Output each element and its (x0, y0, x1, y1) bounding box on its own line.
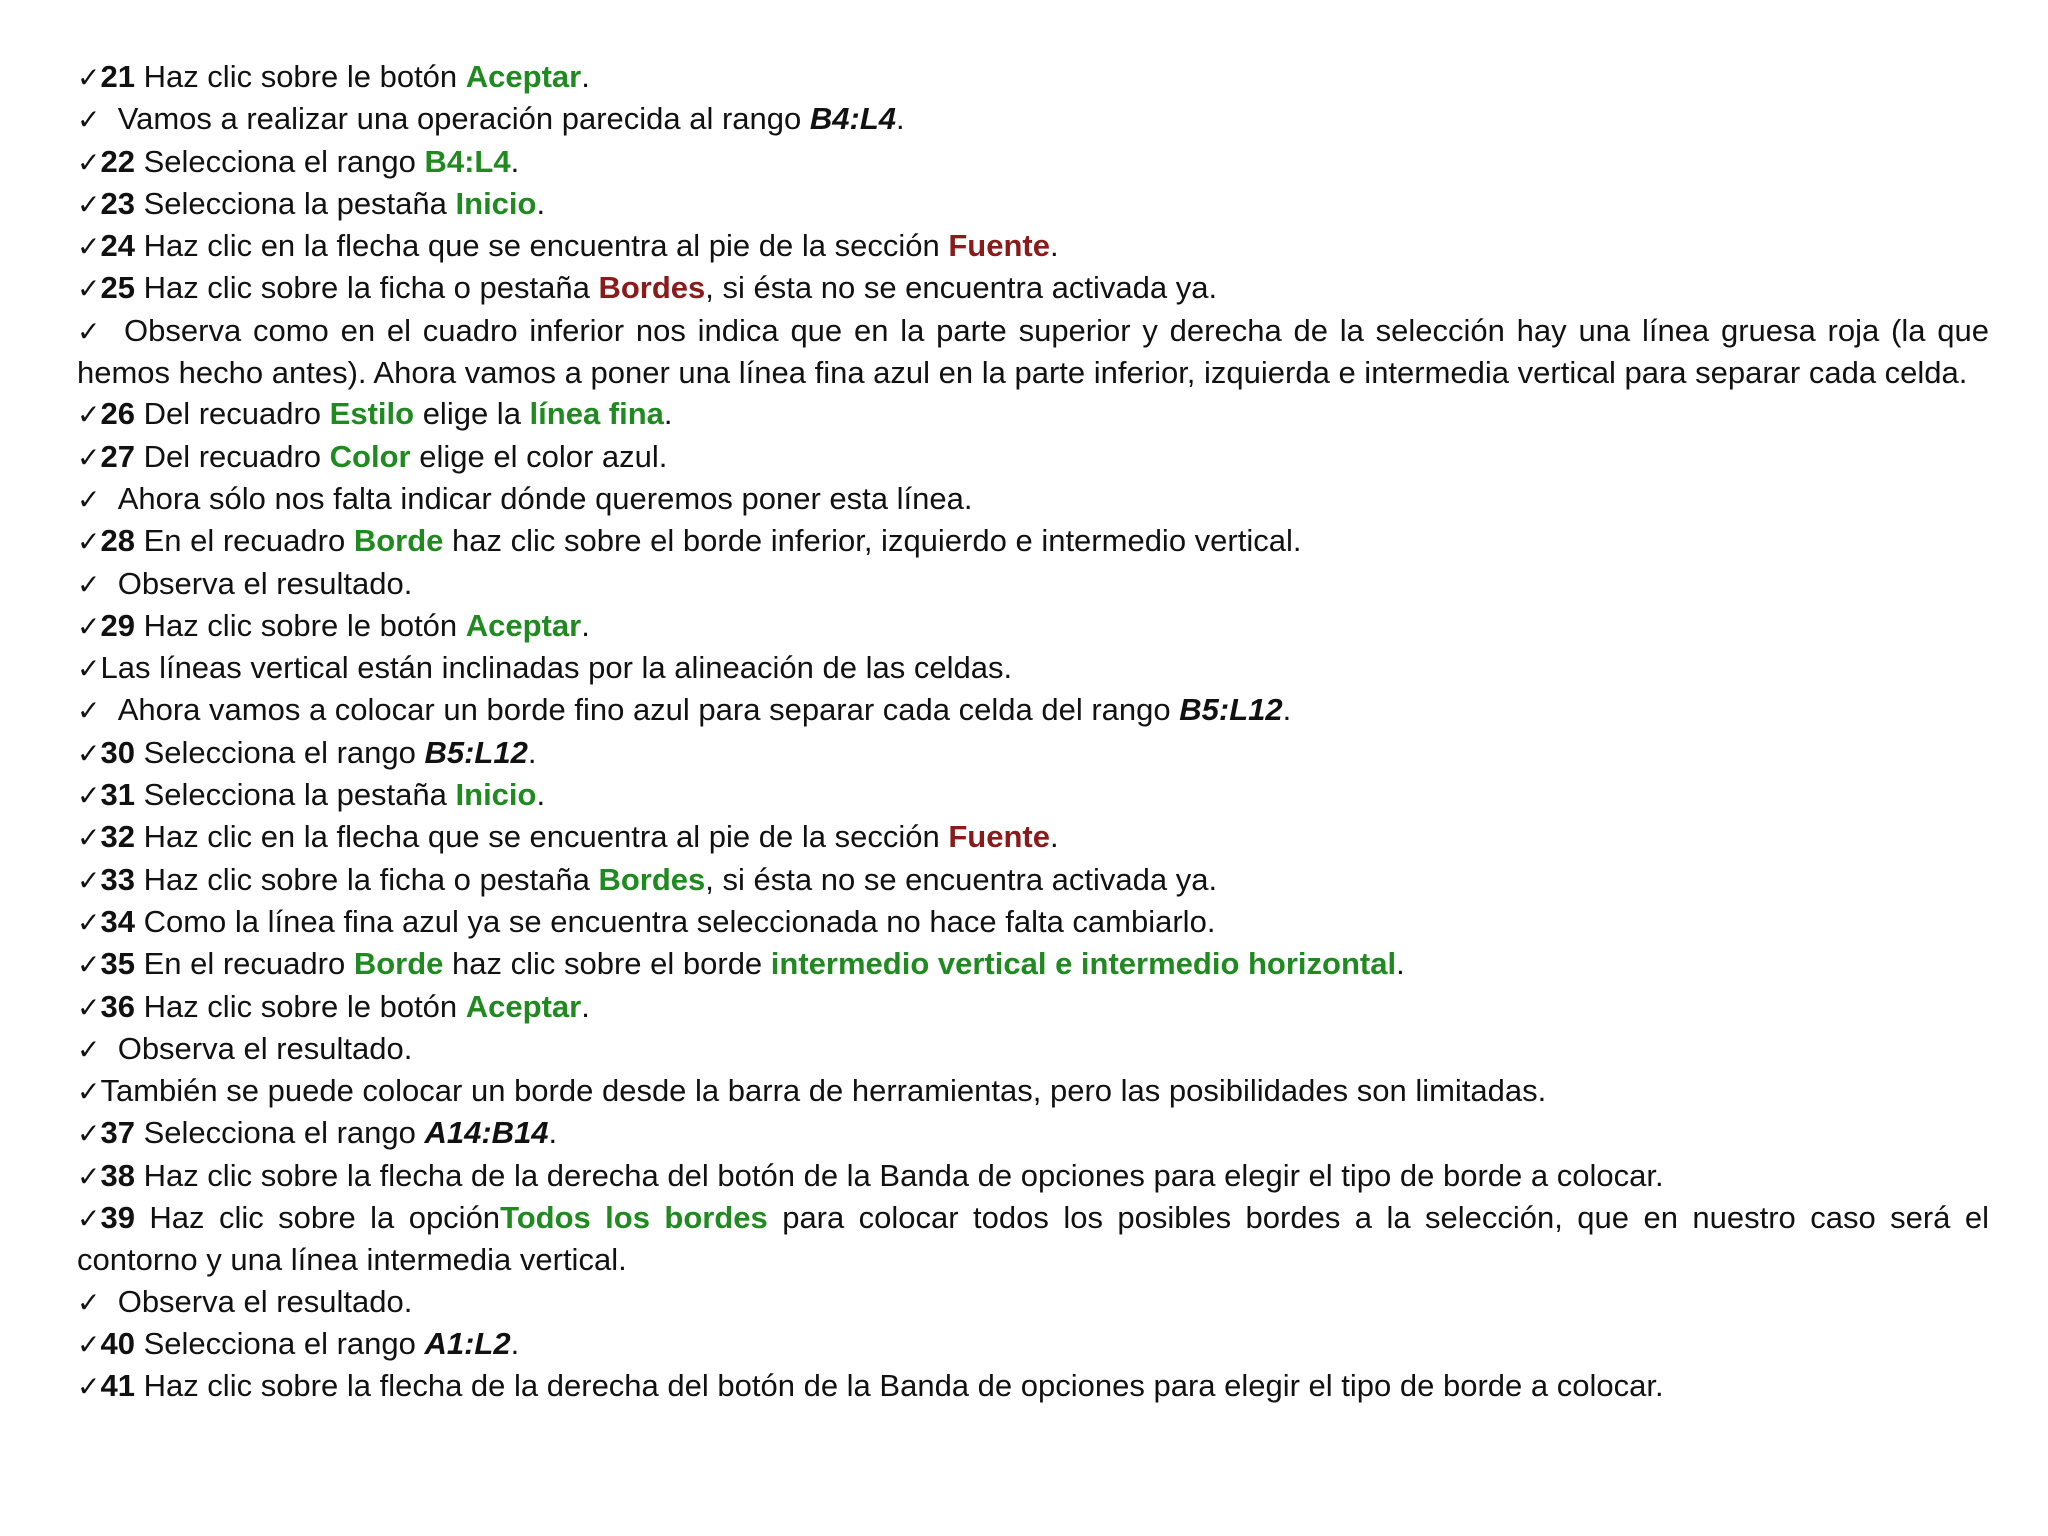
instruction-line (77, 647, 1989, 689)
range-ref: A1:L2 (424, 1325, 511, 1361)
instruction-text: Selecciona la pestaña (134, 185, 456, 221)
keyword-green: Aceptar (465, 988, 582, 1024)
instruction-text: Haz clic sobre la flecha de la derecha del botón de la Banda de opciones para elegir el tipo de borde a colocar. (134, 1368, 1664, 1404)
step-number: 26 (100, 396, 135, 432)
step-number: 35 (100, 946, 135, 982)
step-number: 23 (100, 185, 135, 221)
instruction-text: . (581, 607, 590, 643)
step-number: 28 (100, 523, 135, 559)
instruction-line (77, 859, 1989, 901)
step-number: 24 (100, 228, 135, 264)
instruction-line (77, 605, 1989, 647)
instruction-text: . (581, 59, 590, 94)
check-mark-icon: ✓ (77, 482, 101, 516)
instruction-text: Haz clic sobre le botón (134, 59, 466, 94)
instruction-text: Observa el resultado. (117, 565, 413, 601)
instruction-line (77, 563, 1989, 605)
check-mark-icon: ✓ (77, 990, 101, 1024)
instruction-list (77, 56, 1989, 1408)
instruction-text: Como la línea fina azul ya se encuentra seleccionada no hace falta cambiarlo. (134, 903, 1216, 939)
instruction-text: Haz clic sobre le botón (134, 988, 466, 1024)
instruction-text: . (1282, 692, 1292, 728)
spacer (100, 692, 117, 727)
check-mark-icon: ✓ (77, 1075, 101, 1109)
check-mark-icon: ✓ (77, 1202, 101, 1236)
keyword-red: Bordes (598, 270, 706, 306)
instruction-line (77, 986, 1989, 1028)
instruction-line (77, 1281, 1989, 1323)
instruction-text: Selecciona el rango (134, 734, 425, 770)
keyword-green: Borde (353, 523, 444, 559)
instruction-line (77, 183, 1989, 225)
instruction-text: En el recuadro (134, 523, 354, 559)
keyword-red: Fuente (948, 819, 1050, 855)
instruction-text: . (663, 396, 673, 432)
step-number: 25 (100, 270, 135, 306)
instruction-text: Haz clic sobre la flecha de la derecha del botón de la Banda de opciones para elegir el tipo de borde a colocar. (134, 1157, 1664, 1193)
instruction-text: . (536, 777, 546, 813)
step-number: 41 (100, 1368, 135, 1404)
instruction-line (77, 436, 1989, 478)
spacer (100, 481, 117, 516)
instruction-text: Selecciona la pestaña (134, 777, 456, 813)
instruction-text: . (1396, 946, 1405, 982)
instruction-text: Haz clic en la flecha que se encuentra al pie de la sección (134, 228, 949, 264)
check-mark-icon: ✓ (77, 567, 101, 601)
step-number: 31 (100, 777, 135, 813)
range-ref: B4:L4 (809, 101, 897, 137)
instruction-line (77, 141, 1989, 183)
check-mark-icon: ✓ (77, 61, 101, 94)
step-number: 34 (100, 903, 135, 939)
instruction-text: , si ésta no se encuentra activada ya. (705, 861, 1218, 897)
check-mark-icon: ✓ (77, 440, 101, 474)
spacer (100, 101, 117, 136)
range-ref: A14:B14 (424, 1115, 549, 1151)
step-number: 40 (100, 1325, 135, 1361)
check-mark-icon: ✓ (77, 398, 101, 432)
check-mark-icon: ✓ (77, 525, 101, 559)
check-mark-icon: ✓ (77, 145, 101, 179)
check-mark-icon: ✓ (77, 609, 101, 643)
range-ref: B5:L12 (1179, 692, 1283, 728)
instruction-text: Observa el resultado. (117, 1030, 413, 1066)
instruction-text: para colocar todos los posibles bordes a la selección, que en nuestro caso será el contorno y una línea intermedia vertical. (77, 1200, 1989, 1278)
check-mark-icon: ✓ (77, 272, 101, 306)
instruction-text: Haz clic en la flecha que se encuentra al pie de la sección (134, 819, 949, 855)
instruction-text: Ahora vamos a colocar un borde fino azul para separar cada celda del rango (117, 692, 1180, 728)
instruction-line (77, 225, 1989, 267)
keyword-green: Estilo (329, 396, 415, 432)
instruction-line (77, 901, 1989, 943)
instruction-text: Haz clic sobre le botón (134, 607, 466, 643)
instruction-line (77, 1028, 1989, 1070)
step-number: 22 (100, 143, 135, 179)
instruction-text: Selecciona el rango (134, 1325, 425, 1361)
check-mark-icon: ✓ (77, 1032, 101, 1066)
instruction-line (77, 1070, 1989, 1112)
keyword-green: B4:L4 (424, 143, 511, 179)
check-mark-icon: ✓ (77, 652, 101, 686)
check-mark-icon: ✓ (77, 230, 101, 264)
step-number: 29 (100, 607, 135, 643)
step-number: 36 (100, 988, 135, 1024)
instruction-text: Haz clic sobre la ficha o pestaña (134, 270, 599, 306)
keyword-green: Inicio (455, 185, 537, 221)
instruction-text: Del recuadro (134, 438, 330, 474)
check-mark-icon: ✓ (77, 905, 101, 939)
instruction-text: elige la (414, 396, 530, 432)
spacer (100, 1284, 117, 1319)
instruction-text: Haz clic sobre la opción (134, 1200, 501, 1236)
keyword-green: intermedio vertical e intermedio horizontal (770, 946, 1397, 982)
instruction-line (77, 267, 1989, 309)
step-number: 30 (100, 734, 135, 770)
instruction-line (77, 816, 1989, 858)
instruction-text: haz clic sobre el borde (443, 946, 771, 982)
check-mark-icon: ✓ (77, 1327, 101, 1361)
instruction-line (77, 1197, 1989, 1281)
instruction-text: . (536, 185, 546, 221)
instruction-line (77, 1365, 1989, 1407)
instruction-text: Del recuadro (134, 396, 330, 432)
instruction-line (77, 943, 1989, 985)
instruction-text: , si ésta no se encuentra activada ya. (705, 270, 1218, 306)
keyword-green: Aceptar (465, 59, 582, 94)
instruction-text: En el recuadro (134, 946, 354, 982)
keyword-green: Inicio (455, 777, 537, 813)
check-mark-icon: ✓ (77, 736, 101, 770)
check-mark-icon: ✓ (77, 948, 101, 982)
step-number: 32 (100, 819, 135, 855)
check-mark-icon: ✓ (77, 103, 101, 137)
instruction-text: Selecciona el rango (134, 1115, 425, 1151)
instruction-line (77, 520, 1989, 562)
instruction-line (77, 310, 1989, 394)
instruction-text: . (1049, 228, 1059, 264)
instruction-line (77, 689, 1989, 731)
instruction-text: Selecciona el rango (134, 143, 425, 179)
instruction-line (77, 56, 1989, 98)
instruction-text: . (581, 988, 590, 1024)
spacer (100, 313, 124, 348)
instruction-text: elige el color azul. (410, 438, 668, 474)
range-ref: B5:L12 (424, 734, 528, 770)
instruction-text: . (1049, 819, 1059, 855)
keyword-green: línea fina (529, 396, 664, 432)
spacer (100, 566, 117, 601)
instruction-text: . (510, 143, 520, 179)
instruction-line (77, 1155, 1989, 1197)
step-number: 39 (100, 1200, 135, 1236)
keyword-green: Color (329, 438, 411, 474)
keyword-green: Aceptar (465, 607, 582, 643)
instruction-text: Las líneas vertical están inclinadas por la alineación de las celdas. (100, 650, 1013, 686)
instruction-line (77, 393, 1989, 435)
check-mark-icon: ✓ (77, 779, 101, 813)
keyword-green: Todos los bordes (500, 1200, 768, 1236)
instruction-text: Ahora sólo nos falta indicar dónde queremos poner esta línea. (117, 480, 973, 516)
instruction-line (77, 478, 1989, 520)
instruction-text: . (510, 1325, 520, 1361)
instruction-text: . (548, 1115, 558, 1151)
instruction-line (77, 774, 1989, 816)
keyword-green: Bordes (598, 861, 706, 897)
step-number: 37 (100, 1115, 135, 1151)
instruction-text: . (896, 101, 905, 137)
instruction-line (77, 1323, 1989, 1365)
check-mark-icon: ✓ (77, 1117, 101, 1151)
instruction-line (77, 732, 1989, 774)
check-mark-icon: ✓ (77, 694, 101, 728)
check-mark-icon: ✓ (77, 863, 101, 897)
keyword-green: Borde (353, 946, 444, 982)
instruction-text: También se puede colocar un borde desde la barra de herramientas, pero las posibilidades son limitadas. (100, 1073, 1547, 1109)
instruction-text: haz clic sobre el borde inferior, izquierdo e intermedio vertical. (443, 523, 1302, 559)
step-number: 33 (100, 861, 135, 897)
check-mark-icon: ✓ (77, 1285, 101, 1319)
step-number: 38 (100, 1157, 135, 1193)
check-mark-icon: ✓ (77, 1370, 101, 1404)
check-mark-icon: ✓ (77, 1159, 101, 1193)
instruction-text: Vamos a realizar una operación parecida al rango (117, 101, 810, 137)
spacer (100, 1031, 117, 1066)
instruction-text: Haz clic sobre la ficha o pestaña (134, 861, 599, 897)
instruction-line (77, 98, 1989, 140)
step-number: 21 (100, 59, 135, 94)
check-mark-icon: ✓ (77, 314, 101, 348)
instruction-line (77, 1112, 1989, 1154)
instruction-text: Observa el resultado. (117, 1283, 413, 1319)
instruction-text: . (527, 734, 537, 770)
step-number: 27 (100, 438, 135, 474)
instruction-text: Observa como en el cuadro inferior nos indica que en la parte superior y derecha de la selección hay una línea gruesa roja (la que hemos hecho antes). Ahora vamos a poner una línea fina azul en la parte inferior, izquierda e intermedia vertical para separar cada celda. (77, 312, 1989, 391)
check-mark-icon: ✓ (77, 821, 101, 855)
check-mark-icon: ✓ (77, 187, 101, 221)
keyword-red: Fuente (948, 228, 1050, 264)
